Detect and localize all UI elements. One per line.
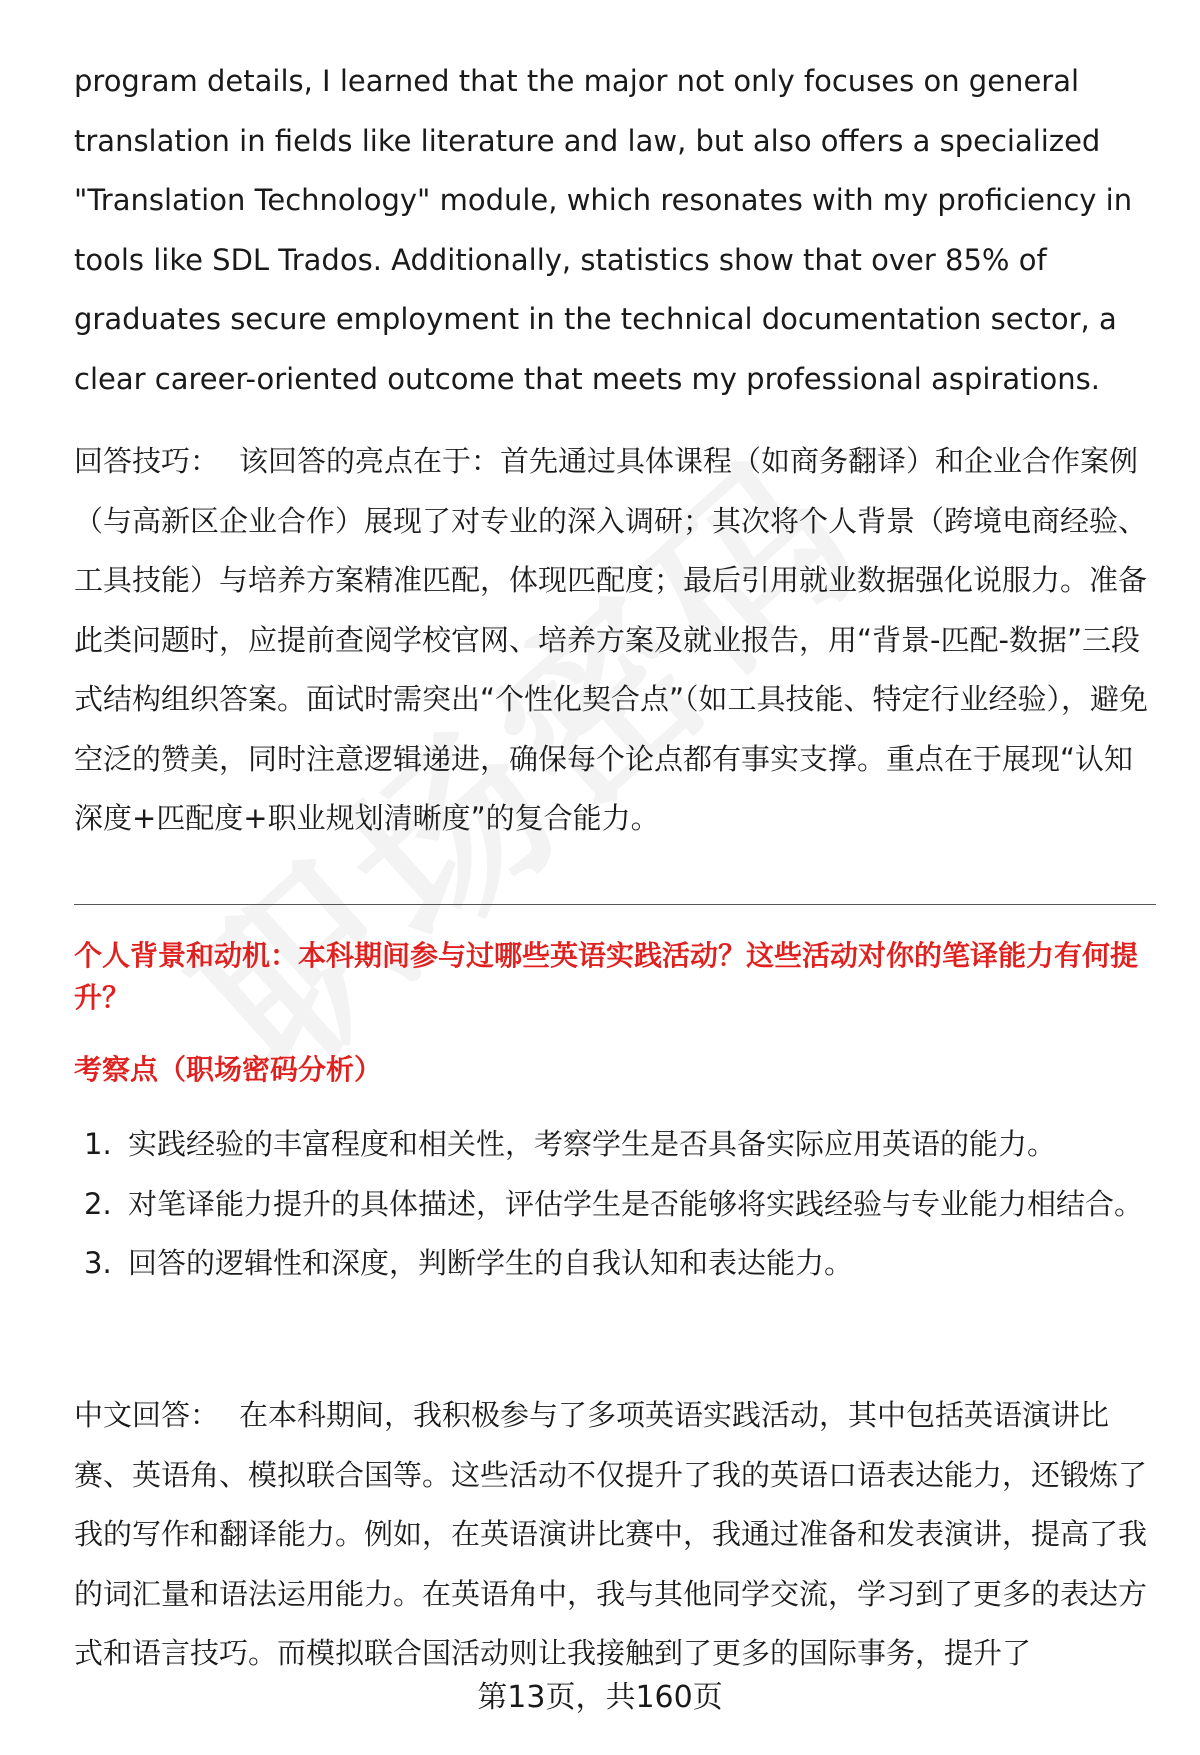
intro-paragraph: program details, I learned that the major not only focuses on general translation in fields like literature and law, but also offers a specialized "Translation Technology" module, which resonates with my proficiency in tools like SDL Trados. Additionally, statistics show that over 85% of graduates secure employment in the technical documentation sector, a clear career-oriented outcome that meets my professional aspirations. (74, 64, 1133, 396)
tips-label: 回答技巧： (74, 444, 220, 478)
list-item-text: 对笔译能力提升的具体描述，评估学生是否能够将实践经验与专业能力相结合。 (128, 1186, 1144, 1221)
list-item-text: 实践经验的丰富程度和相关性，考察学生是否具备实际应用英语的能力。 (128, 1127, 1057, 1161)
section-title: 考察点（职场密码分析） (74, 1053, 383, 1086)
list-item (74, 1115, 1154, 1175)
list-item (74, 1234, 1154, 1294)
tips-paragraph (74, 432, 1159, 849)
list-item (74, 1175, 1154, 1235)
list-item-number: 2. (84, 1186, 112, 1221)
answer-text: 在本科期间，我积极参与了多项英语实践活动，其中包括英语演讲比赛、英语角、模拟联合国等。这些活动不仅提升了我的英语口语表达能力，还锻炼了我的写作和翻译能力。例如，在英语演讲比赛中，我通过准备和发表演讲，提高了我的词汇量和语法运用能力。在英语角中，我与其他同学交流，学习到了更多的表达方式和语言技巧。而模拟联合国活动则让我接触到了更多的国际事务，提升了 (74, 1398, 1148, 1670)
page-number: 第13页，共160页 (477, 1680, 723, 1715)
answer-label: 中文回答： (74, 1398, 220, 1432)
list-item-text: 回答的逻辑性和深度，判断学生的自我认知和表达能力。 (128, 1246, 854, 1280)
section-divider (74, 904, 1156, 905)
answer-paragraph (74, 1386, 1159, 1684)
list-item-number: 3. (84, 1246, 112, 1280)
list-item-number: 1. (84, 1127, 112, 1161)
tips-text: 该回答的亮点在于：首先通过具体课程（如商务翻译）和企业合作案例（与高新区企业合作）展现了对专业的深入调研；其次将个人背景（跨境电商经验、工具技能）与培养方案精准匹配，体现匹配度；最后引用就业数据强化说服力。准备此类问题时，应提前查阅学校官网、培养方案及就业报告，用“背景-匹配-数据”三段式结构组织答案。面试时需突出“个性化契合点”（如工具技能、特定行业经验），避免空泛的赞美，同时注意逻辑递进，确保每个论点都有事实支撑。重点在于展现“认知深度+匹配度+职业规划清晰度”的复合能力。 (74, 444, 1149, 835)
question-title: 个人背景和动机：本科期间参与过哪些英语实践活动？这些活动对你的笔译能力有何提升？ (74, 939, 1139, 1014)
assessment-points-list (74, 1115, 1154, 1294)
